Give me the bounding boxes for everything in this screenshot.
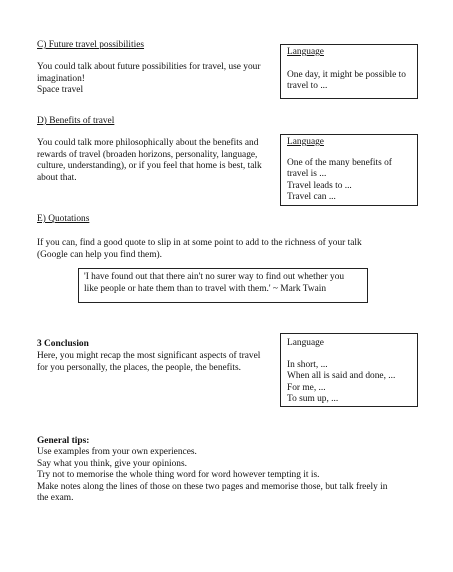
language-box-line: To sum up, ... — [287, 394, 339, 405]
quote-box — [78, 268, 368, 303]
section-c-line: You could talk about future possibilities for travel, use your — [37, 62, 261, 72]
language-box-line: One of the many benefits of — [287, 157, 392, 168]
quote-line: like people or hate them than to travel with them.' ~ Mark Twain — [84, 283, 327, 294]
language-box-line: When all is said and done, ... — [287, 371, 396, 382]
language-box-line: travel to ... — [287, 81, 328, 92]
conclusion-heading: 3 Conclusion — [37, 339, 89, 349]
language-box-line: travel is ... — [287, 169, 327, 180]
language-box-spacer — [287, 350, 411, 360]
language-box-line: In short, ... — [287, 359, 328, 370]
conclusion-line: Here, you might recap the most significant aspects of travel — [37, 351, 261, 361]
section-e-line: If you can, find a good quote to slip in at some point to add to the richness of your talk — [37, 238, 362, 248]
language-box-line: Travel leads to ... — [287, 180, 352, 191]
section-e-line: (Google can help you find them). — [37, 249, 162, 260]
section-d-line: culture, understanding), or if you feel that home is best, talk — [37, 161, 262, 172]
section-c-line: Space travel — [37, 85, 84, 96]
tips-line: Make notes along the lines of those on these two pages and memorise those, but talk freely in — [37, 481, 388, 492]
section-d-heading: D) Benefits of travel — [37, 116, 115, 126]
section-d-line: You could talk more philosophically about the benefits and — [37, 138, 259, 148]
tips-line: Try not to memorise the whole thing word for word however tempting it is. — [37, 470, 320, 481]
language-box-title: Language — [287, 137, 324, 147]
section-c-language-box — [280, 44, 418, 99]
section-c-line: imagination! — [37, 73, 85, 84]
conclusion-line: for you personally, the places, the people, the benefits. — [37, 362, 242, 373]
tips-text — [37, 447, 387, 505]
quote-line: 'I have found out that there ain't no surer way to find out whether you — [84, 272, 345, 282]
conclusion-text — [37, 351, 260, 374]
section-d-text — [37, 138, 262, 184]
language-box-line: For me, ... — [287, 382, 326, 393]
section-e-heading: E) Quotations — [37, 214, 90, 224]
language-box-line: Travel can ... — [287, 192, 336, 203]
tips-line: Say what you think, give your opinions. — [37, 458, 187, 469]
tips-line: the exam. — [37, 493, 74, 504]
section-d-language-box — [280, 134, 418, 206]
section-e-text — [37, 238, 362, 261]
language-box-line: One day, it might be possible to — [287, 69, 406, 80]
conclusion-language-box — [280, 333, 418, 407]
language-box-spacer — [287, 59, 411, 70]
section-c-text — [37, 62, 261, 97]
tips-line: Use examples from your own experiences. — [37, 447, 197, 457]
language-box-title: Language — [287, 338, 324, 348]
section-c-heading: C) Future travel possibilities — [37, 40, 145, 50]
language-box-title: Language — [287, 47, 324, 57]
language-box-spacer — [287, 149, 411, 158]
section-d-line: rewards of travel (broaden horizons, personality, language, — [37, 149, 258, 160]
section-d-line: about that. — [37, 172, 77, 183]
tips-heading: General tips: — [37, 436, 90, 446]
